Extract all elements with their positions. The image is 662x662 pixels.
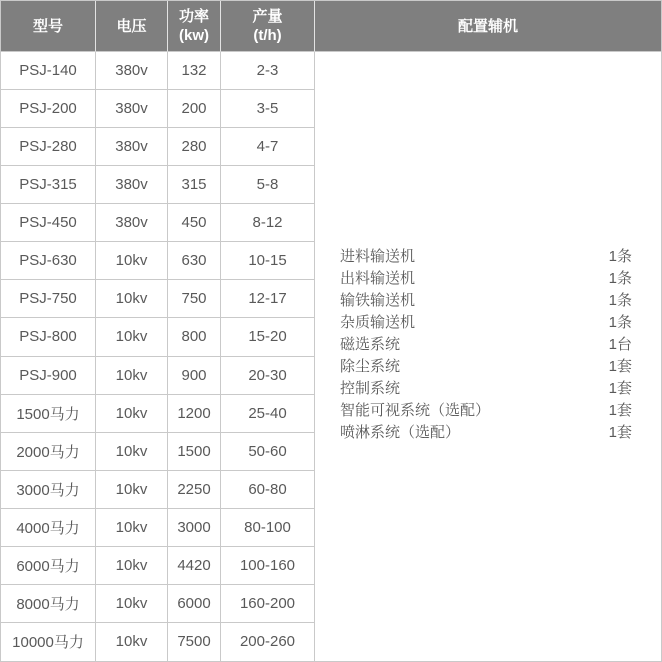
aux-item-name: 喷淋系统（选配） xyxy=(340,423,461,441)
cell-voltage: 380v xyxy=(96,128,168,166)
cell-power: 900 xyxy=(168,357,221,395)
cell-voltage: 380v xyxy=(96,204,168,242)
cell-power: 3000 xyxy=(168,509,221,547)
aux-item-name: 杂质输送机 xyxy=(340,313,416,331)
cell-output: 25-40 xyxy=(221,395,315,433)
col-header-model xyxy=(1,1,96,52)
cell-output: 12-17 xyxy=(221,280,315,318)
cell-power: 450 xyxy=(168,204,221,242)
col-header-aux-label: 配置辅机 xyxy=(457,17,518,35)
aux-item-qty: 1条 xyxy=(608,291,632,309)
cell-model: 1500马力 xyxy=(1,395,96,433)
cell-model: 2000马力 xyxy=(1,433,96,471)
col-header-power xyxy=(168,1,221,52)
cell-model: PSJ-315 xyxy=(1,166,96,204)
aux-item-qty: 1套 xyxy=(608,401,632,419)
cell-output: 160-200 xyxy=(221,585,315,623)
cell-voltage: 380v xyxy=(96,52,168,90)
col-header-aux xyxy=(315,1,661,52)
cell-model: PSJ-630 xyxy=(1,242,96,280)
aux-item xyxy=(340,312,632,334)
cell-voltage: 10kv xyxy=(96,357,168,395)
cell-model: PSJ-140 xyxy=(1,52,96,90)
cell-power: 315 xyxy=(168,166,221,204)
aux-item-name: 出料输送机 xyxy=(340,269,416,287)
col-header-output xyxy=(221,1,315,52)
aux-config-cell xyxy=(315,52,661,661)
cell-output: 15-20 xyxy=(221,318,315,356)
cell-power: 2250 xyxy=(168,471,221,509)
aux-item xyxy=(340,356,632,378)
col-header-power-label: 功率 xyxy=(178,8,209,25)
cell-power: 750 xyxy=(168,280,221,318)
cell-model: PSJ-800 xyxy=(1,318,96,356)
cell-output: 3-5 xyxy=(221,90,315,128)
cell-power: 200 xyxy=(168,90,221,128)
cell-voltage: 10kv xyxy=(96,547,168,585)
aux-item xyxy=(340,378,632,400)
cell-model: 3000马力 xyxy=(1,471,96,509)
aux-item xyxy=(340,334,632,356)
cell-voltage: 10kv xyxy=(96,318,168,356)
cell-output: 50-60 xyxy=(221,433,315,471)
aux-item xyxy=(340,268,632,290)
cell-output: 100-160 xyxy=(221,547,315,585)
cell-power: 280 xyxy=(168,128,221,166)
cell-power: 132 xyxy=(168,52,221,90)
aux-item xyxy=(340,290,632,312)
cell-voltage: 10kv xyxy=(96,395,168,433)
cell-power: 1500 xyxy=(168,433,221,471)
aux-item-name: 输铁输送机 xyxy=(340,291,416,309)
aux-item-qty: 1条 xyxy=(608,247,632,265)
aux-config-list xyxy=(315,246,661,444)
aux-item xyxy=(340,246,632,268)
cell-voltage: 10kv xyxy=(96,280,168,318)
cell-model: PSJ-750 xyxy=(1,280,96,318)
cell-power: 4420 xyxy=(168,547,221,585)
aux-item-qty: 1套 xyxy=(608,423,632,441)
cell-output: 80-100 xyxy=(221,509,315,547)
col-header-voltage-label: 电压 xyxy=(116,17,147,35)
cell-voltage: 380v xyxy=(96,90,168,128)
cell-model: PSJ-280 xyxy=(1,128,96,166)
col-header-output-unit: (t/h) xyxy=(253,27,282,44)
cell-output: 200-260 xyxy=(221,623,315,661)
aux-item-qty: 1条 xyxy=(608,269,632,287)
cell-power: 7500 xyxy=(168,623,221,661)
aux-item-name: 磁选系统 xyxy=(340,335,401,353)
cell-voltage: 10kv xyxy=(96,509,168,547)
aux-item xyxy=(340,422,632,444)
col-header-power-unit: (kw) xyxy=(179,27,209,44)
cell-model: PSJ-900 xyxy=(1,357,96,395)
cell-output: 60-80 xyxy=(221,471,315,509)
cell-voltage: 10kv xyxy=(96,623,168,661)
col-header-voltage xyxy=(96,1,168,52)
cell-model: PSJ-450 xyxy=(1,204,96,242)
aux-item-name: 智能可视系统（选配） xyxy=(340,401,491,419)
cell-voltage: 10kv xyxy=(96,433,168,471)
cell-model: 4000马力 xyxy=(1,509,96,547)
aux-item xyxy=(340,400,632,422)
col-header-model-label: 型号 xyxy=(32,17,63,35)
cell-output: 8-12 xyxy=(221,204,315,242)
cell-output: 2-3 xyxy=(221,52,315,90)
aux-item-qty: 1套 xyxy=(608,357,632,375)
cell-voltage: 380v xyxy=(96,166,168,204)
aux-item-name: 进料输送机 xyxy=(340,247,416,265)
cell-output: 20-30 xyxy=(221,357,315,395)
col-header-output-label: 产量 xyxy=(252,8,283,25)
aux-item-qty: 1台 xyxy=(608,335,632,353)
cell-output: 10-15 xyxy=(221,242,315,280)
cell-model: 8000马力 xyxy=(1,585,96,623)
cell-output: 4-7 xyxy=(221,128,315,166)
cell-voltage: 10kv xyxy=(96,471,168,509)
cell-power: 1200 xyxy=(168,395,221,433)
aux-item-qty: 1条 xyxy=(608,313,632,331)
cell-model: 10000马力 xyxy=(1,623,96,661)
cell-power: 800 xyxy=(168,318,221,356)
aux-item-qty: 1套 xyxy=(608,379,632,397)
cell-output: 5-8 xyxy=(221,166,315,204)
cell-voltage: 10kv xyxy=(96,585,168,623)
aux-item-name: 除尘系统 xyxy=(340,357,401,375)
cell-model: 6000马力 xyxy=(1,547,96,585)
aux-item-name: 控制系统 xyxy=(340,379,401,397)
cell-voltage: 10kv xyxy=(96,242,168,280)
cell-model: PSJ-200 xyxy=(1,90,96,128)
cell-power: 630 xyxy=(168,242,221,280)
cell-power: 6000 xyxy=(168,585,221,623)
